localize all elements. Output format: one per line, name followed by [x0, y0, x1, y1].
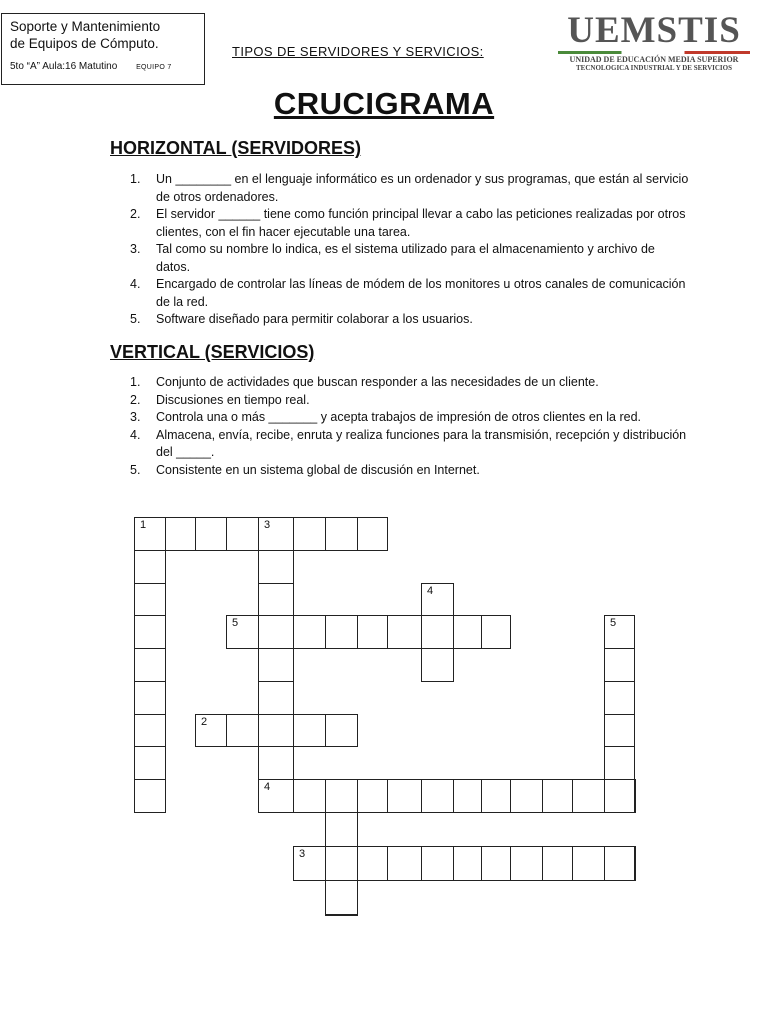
crossword-cell[interactable]: [634, 779, 636, 813]
crossword-cell[interactable]: [357, 517, 388, 551]
clue-number: 3.: [130, 410, 141, 424]
clue-text: Conjunto de actividades que buscan responder a las necesidades de un cliente.: [156, 375, 599, 389]
vertical-heading: VERTICAL (SERVICIOS): [110, 342, 315, 362]
crossword-cell[interactable]: [453, 846, 482, 881]
crossword-cell[interactable]: [134, 615, 166, 649]
group-text: 5to “A” Aula:16 Matutino: [10, 61, 118, 72]
crossword-cell[interactable]: [604, 615, 635, 649]
logo-name: UEMSTIS: [567, 10, 741, 51]
clue-number-label: 4: [264, 781, 271, 793]
logo-line-1: UNIDAD DE EDUCACIÓN MEDIA SUPERIOR: [569, 55, 739, 64]
clue-number-label: 3: [299, 848, 306, 860]
crossword-cell[interactable]: [258, 517, 294, 551]
crossword-cell[interactable]: [258, 714, 294, 747]
crossword-cell[interactable]: [453, 779, 482, 813]
crossword-cell[interactable]: [134, 779, 166, 813]
crossword-cell[interactable]: [634, 846, 636, 881]
clue-number: 4.: [130, 427, 141, 442]
crossword-cell[interactable]: [258, 746, 294, 780]
crossword-cell[interactable]: [258, 681, 294, 715]
crossword-cell[interactable]: [325, 846, 358, 881]
clue-text: Un ________ en el lenguaje informático es un ordenador y sus programas, que están al servicio de otros ordenadores.: [156, 172, 689, 204]
crossword-cell[interactable]: [542, 779, 573, 813]
clue-number: 1.: [130, 172, 141, 186]
clue-text: Consistente en un sistema global de discusión en Internet.: [156, 462, 480, 477]
crossword-cell[interactable]: [387, 846, 422, 881]
clue-text: Software diseñado para permitir colaborar a los usuarios.: [156, 312, 473, 326]
crossword-cell[interactable]: [481, 779, 511, 813]
crossword-cell[interactable]: [421, 846, 454, 881]
crossword-cell[interactable]: [604, 746, 635, 780]
clue-text: Almacena, envía, recibe, enruta y realiza funciones para la transmisión, recepción y distribución del _____.: [156, 427, 687, 459]
crossword-cell[interactable]: [258, 615, 294, 649]
clue-number-label: 4: [427, 585, 434, 597]
crossword-cell[interactable]: [134, 517, 166, 551]
clue-number: 4.: [130, 277, 141, 291]
crossword-cell[interactable]: [387, 615, 422, 649]
course-line-2: de Equipos de Cómputo.: [10, 36, 159, 51]
crossword-cell[interactable]: [604, 681, 635, 715]
crossword-cell[interactable]: [293, 846, 326, 881]
crossword-cell[interactable]: [325, 812, 358, 847]
crossword-cell[interactable]: [258, 648, 294, 682]
crossword-cell[interactable]: [226, 714, 259, 747]
crossword-cell[interactable]: [258, 550, 294, 584]
crossword-cell[interactable]: [604, 779, 635, 813]
crossword-cell[interactable]: [134, 583, 166, 616]
document-subtitle: TIPOS DE SERVIDORES Y SERVICIOS:: [232, 44, 484, 59]
crossword-cell[interactable]: [421, 615, 454, 649]
crossword-cell[interactable]: [134, 550, 166, 584]
crossword-cell[interactable]: [453, 615, 482, 649]
crossword-cell[interactable]: [134, 746, 166, 780]
crossword-cell[interactable]: [325, 714, 358, 747]
clue-number-label: 1: [140, 519, 147, 531]
crossword-cell[interactable]: [542, 846, 573, 881]
crossword-cell[interactable]: [226, 615, 259, 649]
crossword-cell[interactable]: [325, 880, 358, 915]
clue-number: 1.: [130, 375, 141, 389]
crossword-cell[interactable]: [293, 615, 326, 649]
crossword-cell[interactable]: [195, 714, 227, 747]
crossword-cell[interactable]: [572, 846, 605, 881]
clue-text: Discusiones en tiempo real.: [156, 392, 310, 407]
clue-number-label: 3: [264, 519, 271, 531]
crossword-cell[interactable]: [481, 846, 511, 881]
crossword-cell[interactable]: [604, 648, 635, 682]
crossword-cell[interactable]: [481, 615, 511, 649]
clue-number: 5.: [130, 312, 141, 326]
clue-number: 2.: [130, 207, 141, 221]
crossword-cell[interactable]: [325, 615, 358, 649]
crossword-cell[interactable]: [421, 583, 454, 616]
crossword-cell[interactable]: [134, 681, 166, 715]
clue-number-label: 5: [610, 617, 617, 629]
crossword-cell[interactable]: [258, 779, 294, 813]
crossword-cell[interactable]: [357, 846, 388, 881]
crossword-cell[interactable]: [134, 648, 166, 682]
crossword-cell[interactable]: [258, 583, 294, 616]
crossword-cell[interactable]: [357, 779, 388, 813]
crossword-cell[interactable]: [604, 714, 635, 747]
crossword-cell[interactable]: [226, 517, 259, 551]
crossword-cell[interactable]: [510, 779, 543, 813]
crossword-cell[interactable]: [325, 517, 358, 551]
crossword-cell[interactable]: [195, 517, 227, 551]
horizontal-heading: HORIZONTAL (SERVIDORES): [110, 138, 362, 158]
page-title: CRUCIGRAMA: [273, 86, 495, 121]
clue-number-label: 5: [232, 617, 239, 629]
clue-number: 3.: [130, 242, 141, 256]
crossword-cell[interactable]: [572, 779, 605, 813]
crossword-cell[interactable]: [325, 779, 358, 813]
crossword-cell[interactable]: [604, 846, 635, 881]
clue-text: Encargado de controlar las líneas de módem de los monitores u otros canales de comunicación de la red.: [156, 277, 686, 309]
crossword-cell[interactable]: [293, 517, 326, 551]
crossword-cell[interactable]: [357, 615, 388, 649]
crossword-cell[interactable]: [510, 846, 543, 881]
crossword-cell[interactable]: [293, 779, 326, 813]
logo-line-2: TECNOLOGICA INDUSTRIAL Y DE SERVICIOS: [576, 64, 732, 72]
course-line-1: Soporte y Mantenimiento: [10, 19, 161, 34]
crossword-cell[interactable]: [134, 714, 166, 747]
clue-text: El servidor ______ tiene como función principal llevar a cabo las peticiones realizadas por otros clientes, con el fin hacer ejecutable una tarea.: [156, 207, 686, 239]
clue-number-label: 2: [201, 716, 208, 728]
crossword-cell[interactable]: [165, 517, 196, 551]
clue-number: 2.: [130, 392, 141, 407]
crossword-cell[interactable]: [421, 779, 454, 813]
crossword-cell[interactable]: [387, 779, 422, 813]
clue-number: 5.: [130, 462, 141, 477]
crossword-cell[interactable]: [293, 714, 326, 747]
clue-text: Controla una o más _______ y acepta trabajos de impresión de otros clientes en la red.: [156, 410, 642, 424]
crossword-cell[interactable]: [325, 914, 358, 916]
crossword-cell[interactable]: [421, 648, 454, 682]
clue-text: Tal como su nombre lo indica, es el sistema utilizado para el almacenamiento y archivo de datos.: [156, 242, 655, 274]
team-label: EQUIPO 7: [136, 64, 172, 71]
